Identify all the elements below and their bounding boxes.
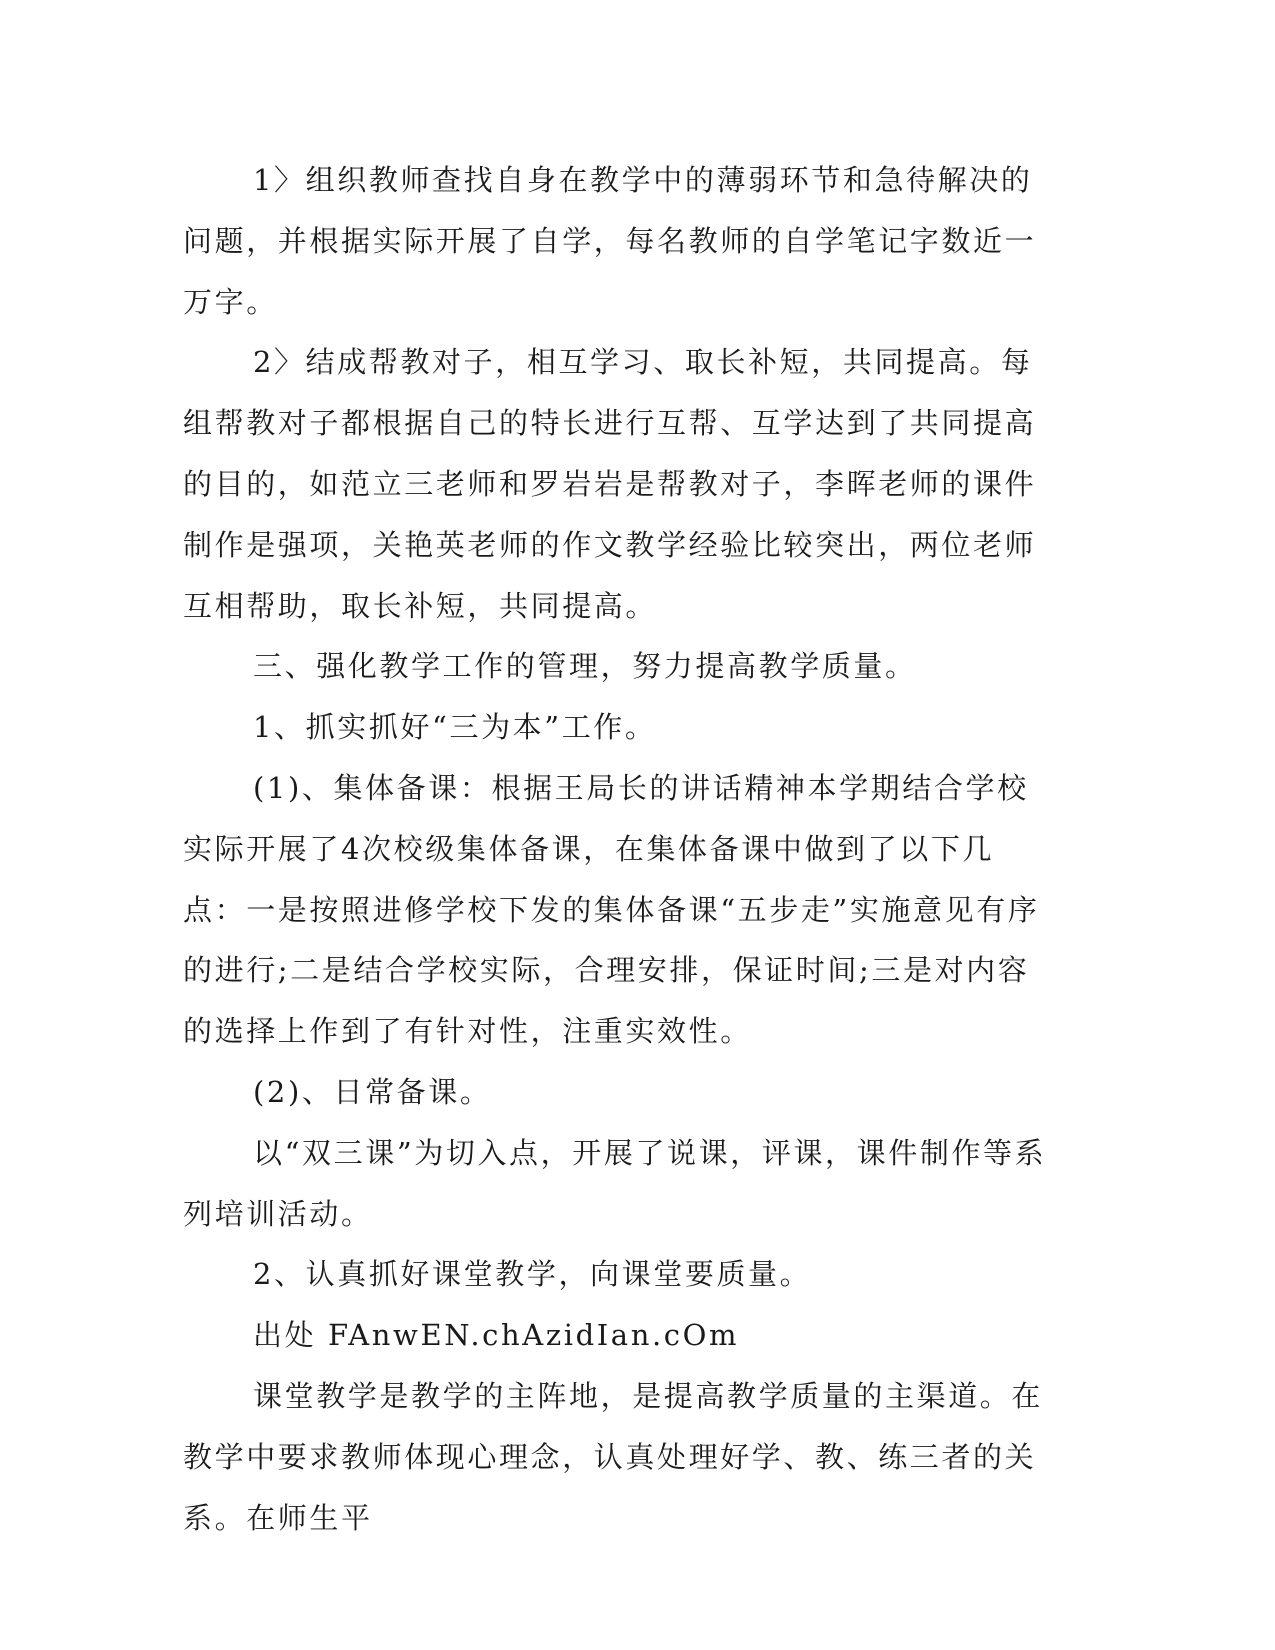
body-text	[183, 150, 1053, 1548]
paragraph-collective-lesson-prep: (1)、集体备课：根据王局长的讲话精神本学期结合学校实际开展了4次校级集体备课，在集体备课中做到了以下几点：一是按照进修学校下发的集体备课“五步走”实施意见有序的进行;二是结合学校实际，合理安排，保证时间;三是对内容的选择上作到了有针对性，注重实效性。	[183, 770, 1040, 1049]
paragraph-training-activities: 以“双三课”为切入点，开展了说课，评课，课件制作等系列培训活动。	[183, 1135, 1047, 1231]
subheading-1: 1、抓实抓好“三为本”工作。	[253, 710, 657, 745]
paragraph-2: 2〉结成帮教对子，相互学习、取长补短，共同提高。每组帮教对子都根据自己的特长进行互帮、互学达到了共同提高的目的，如范立三老师和罗岩岩是帮教对子，李晖老师的课件制作是强项，关艳英老师的作文教学经验比较突出，两位老师互相帮助，取长补短，共同提高。	[183, 345, 1037, 623]
subheading-daily-lesson-prep: (2)、日常备课。	[253, 1074, 492, 1109]
section-heading-3: 三、强化教学工作的管理，努力提高教学质量。	[253, 649, 917, 684]
source-note: 出处 FAnwEN.chAzidIan.cOm	[253, 1318, 740, 1353]
paragraph-1: 1〉组织教师查找自身在教学中的薄弱环节和急待解决的问题，并根据实际开展了自学，每名教师的自学笔记字数近一万字。	[183, 163, 1037, 319]
paragraph-classroom-teaching: 课堂教学是教学的主阵地，是提高教学质量的主渠道。在教学中要求教师体现心理念，认真处理好学、教、练三者的关系。在师生平	[183, 1378, 1044, 1535]
subheading-2: 2、认真抓好课堂教学，向课堂要质量。	[253, 1257, 812, 1292]
